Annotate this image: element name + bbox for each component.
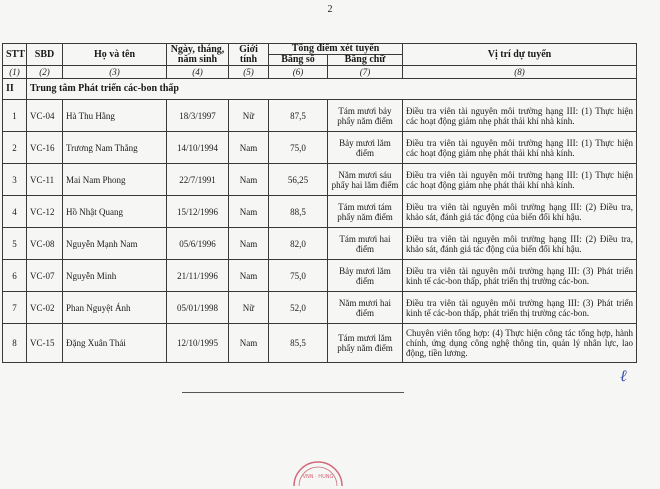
row-score: 75,0: [269, 260, 328, 292]
row-name: Mai Nam Phong: [63, 164, 167, 196]
row-name: Trương Nam Thắng: [63, 132, 167, 164]
row-dob: 05/6/1996: [167, 228, 229, 260]
table-row: [3, 100, 637, 132]
table-row: [3, 260, 637, 292]
row-gender: Nam: [229, 228, 269, 260]
column-index: (7): [328, 66, 403, 79]
row-position: Điều tra viên tài nguyên môi trường hạng III: (2) Điều tra, khảo sát, đánh giá tác động của biến đổi khí hậu.: [403, 196, 637, 228]
seal-text: VNN · HUNG: [302, 474, 334, 480]
row-sbd: VC-07: [27, 260, 63, 292]
row-sbd: VC-04: [27, 100, 63, 132]
row-score-words: Tám mươi bảy phẩy năm điểm: [328, 100, 403, 132]
column-index: (6): [269, 66, 328, 79]
table-row: [3, 164, 637, 196]
row-sbd: VC-11: [27, 164, 63, 196]
row-name: Nguyễn Minh: [63, 260, 167, 292]
row-sbd: VC-02: [27, 292, 63, 324]
row-score: 87,5: [269, 100, 328, 132]
column-index: (1): [3, 66, 27, 79]
row-score: 52,0: [269, 292, 328, 324]
row-stt: 3: [3, 164, 27, 196]
row-score-words: Bảy mươi lăm điểm: [328, 132, 403, 164]
row-position: Điều tra viên tài nguyên môi trường hạng III: (1) Thực hiện các hoạt động giảm nhẹ phát thải khí nhà kính.: [403, 132, 637, 164]
header-row-1: [3, 44, 637, 55]
row-name: Hà Thu Hằng: [63, 100, 167, 132]
row-dob: 14/10/1994: [167, 132, 229, 164]
row-dob: 21/11/1996: [167, 260, 229, 292]
row-position: Điều tra viên tài nguyên môi trường hạng III: (1) Thực hiện các hoạt động giảm nhẹ phát thải khí nhà kính.: [403, 100, 637, 132]
header-dob: Ngày, tháng, năm sinh: [167, 44, 229, 66]
row-name: Phan Nguyệt Ánh: [63, 292, 167, 324]
row-stt: 4: [3, 196, 27, 228]
row-dob: 18/3/1997: [167, 100, 229, 132]
signature-line: [182, 392, 404, 393]
row-score: 88,5: [269, 196, 328, 228]
seal-stamp-icon: [288, 456, 348, 488]
section-title: Trung tâm Phát triển các-bon thấp: [27, 79, 637, 100]
header-score-group: Tổng điểm xét tuyển: [269, 44, 403, 55]
row-name: Nguyễn Mạnh Nam: [63, 228, 167, 260]
table-row: [3, 132, 637, 164]
row-gender: Nam: [229, 132, 269, 164]
results-table: [2, 43, 637, 363]
row-gender: Nam: [229, 324, 269, 363]
row-sbd: VC-12: [27, 196, 63, 228]
row-name: Đặng Xuân Thái: [63, 324, 167, 363]
row-sbd: VC-15: [27, 324, 63, 363]
row-score-words: Tám mươi lăm phẩy năm điểm: [328, 324, 403, 363]
row-position: Điều tra viên tài nguyên môi trường hạng III: (3) Phát triển kinh tế các-bon thấp, phát triển thị trường các-bon.: [403, 292, 637, 324]
column-index: (8): [403, 66, 637, 79]
table-row: [3, 292, 637, 324]
row-stt: 6: [3, 260, 27, 292]
row-position: Điều tra viên tài nguyên môi trường hạng III: (2) Điều tra, khảo sát, đánh giá tác động của biến đổi khí hậu.: [403, 228, 637, 260]
column-index: (2): [27, 66, 63, 79]
row-dob: 05/01/1998: [167, 292, 229, 324]
row-gender: Nam: [229, 196, 269, 228]
row-position: Điều tra viên tài nguyên môi trường hạng III: (1) Thực hiện các hoạt động giảm nhẹ phát thải khí nhà kính.: [403, 164, 637, 196]
row-score: 85,5: [269, 324, 328, 363]
column-index: (4): [167, 66, 229, 79]
row-dob: 12/10/1995: [167, 324, 229, 363]
row-name: Hồ Nhật Quang: [63, 196, 167, 228]
row-score-words: Năm mươi hai điểm: [328, 292, 403, 324]
table-row: [3, 324, 637, 363]
row-stt: 8: [3, 324, 27, 363]
row-gender: Nam: [229, 164, 269, 196]
row-dob: 22/7/1991: [167, 164, 229, 196]
handwritten-initial: ℓ: [620, 368, 627, 385]
row-position: Điều tra viên tài nguyên môi trường hạng III: (3) Phát triển kinh tế các-bon thấp, phát triển thị trường các-bon.: [403, 260, 637, 292]
section-roman: II: [3, 79, 27, 100]
header-score-words: Bằng chữ: [328, 55, 403, 66]
row-score-words: Bảy mươi lăm điểm: [328, 260, 403, 292]
row-position: Chuyên viên tổng hợp: (4) Thực hiện công tác tổng hợp, hành chính, ứng dụng công nghệ thông tin, quản lý nhân lực, lao động, tiền lương.: [403, 324, 637, 363]
row-score-words: Tám mươi hai điểm: [328, 228, 403, 260]
row-stt: 2: [3, 132, 27, 164]
column-index: (5): [229, 66, 269, 79]
row-stt: 5: [3, 228, 27, 260]
column-index: (3): [63, 66, 167, 79]
header-score-number: Bằng số: [269, 55, 328, 66]
row-sbd: VC-08: [27, 228, 63, 260]
row-gender: Nữ: [229, 292, 269, 324]
header-sbd: SBD: [27, 44, 63, 66]
header-stt: STT: [3, 44, 27, 66]
row-score-words: Năm mươi sáu phẩy hai lăm điểm: [328, 164, 403, 196]
row-dob: 15/12/1996: [167, 196, 229, 228]
column-index-row: [3, 66, 637, 79]
row-score: 82,0: [269, 228, 328, 260]
section-row: [3, 79, 637, 100]
row-score: 56,25: [269, 164, 328, 196]
row-score: 75,0: [269, 132, 328, 164]
row-stt: 1: [3, 100, 27, 132]
page-number: 2: [327, 4, 333, 15]
header-name: Họ và tên: [63, 44, 167, 66]
row-gender: Nữ: [229, 100, 269, 132]
row-stt: 7: [3, 292, 27, 324]
row-gender: Nam: [229, 260, 269, 292]
row-sbd: VC-16: [27, 132, 63, 164]
table-row: [3, 228, 637, 260]
header-position: Vị trí dự tuyển: [403, 44, 637, 66]
row-score-words: Tám mươi tám phẩy năm điểm: [328, 196, 403, 228]
table-row: [3, 196, 637, 228]
header-gender: Giới tính: [229, 44, 269, 66]
